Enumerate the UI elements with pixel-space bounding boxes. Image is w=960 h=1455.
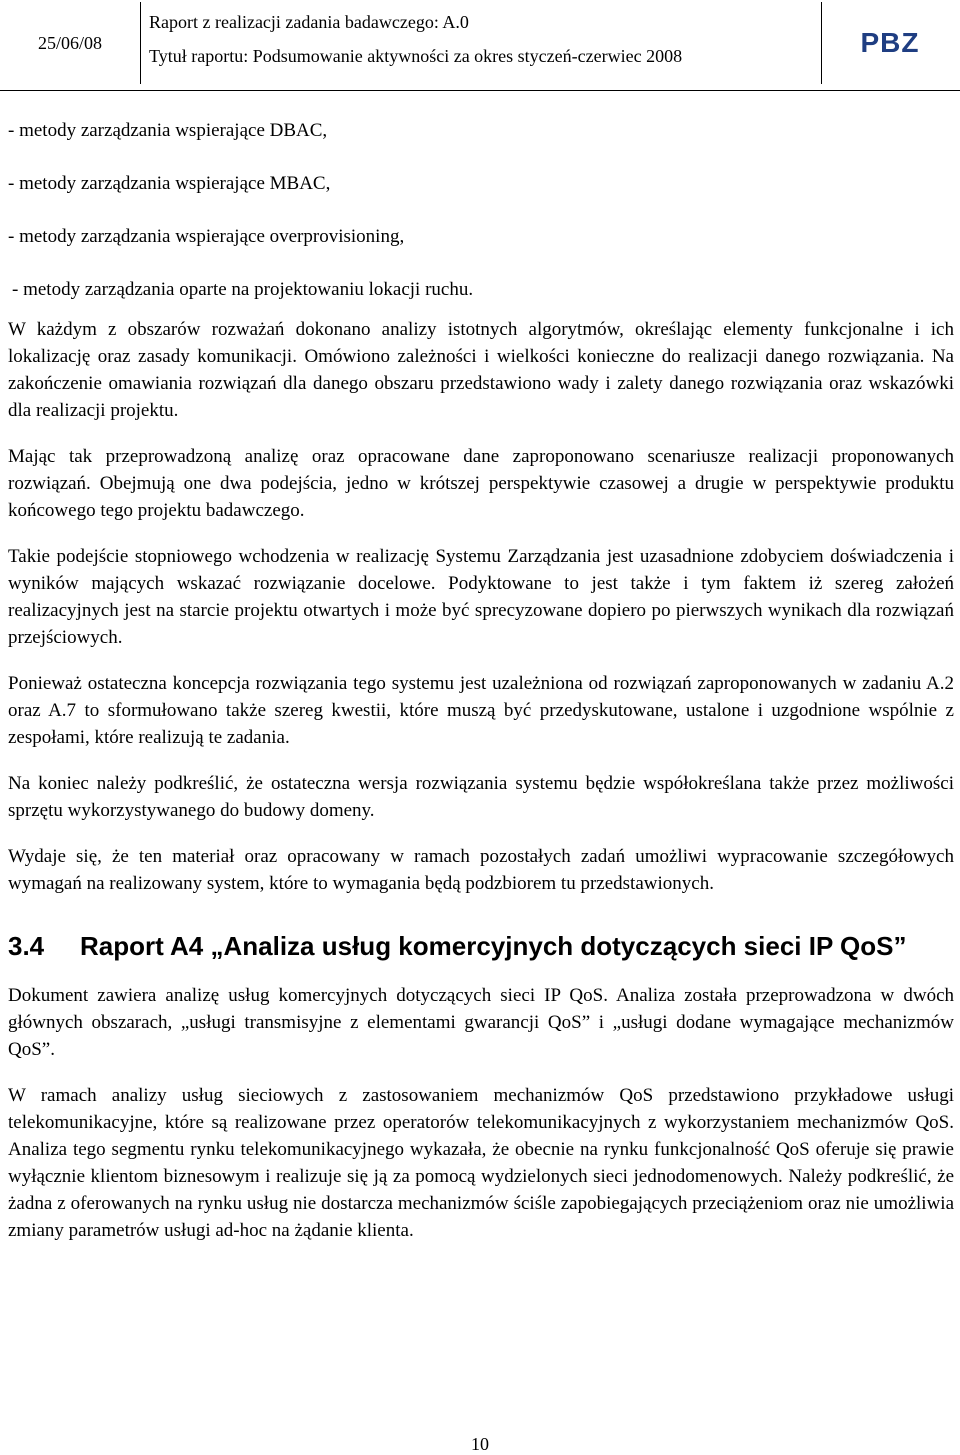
paragraph: Ponieważ ostateczna koncepcja rozwiązania tego systemu jest uzależniona od rozwiązań zaproponowanych w zadaniu A.2 oraz A.7 to sformułowano także szereg kwestii, które muszą być przedyskutowane, ustalone i uzgodnione wspólnie z zespołami, które realizują te zadania.: [8, 673, 954, 748]
paragraph: Takie podejście stopniowego wchodzenia w realizację Systemu Zarządzania jest uzasadnione zdobyciem doświadczenia i wyników mających wskazać rozwiązanie docelowe. Podyktowane to jest także i tym faktem iż szereg założeń realizacyjnych jest na starcie projektu otwartych i może być sprecyzowane dopiero po pierwszych wynikach dla rozwiązań przejściowych.: [8, 546, 954, 648]
page-number: 10: [471, 1434, 489, 1454]
list-item: - metody zarządzania wspierające DBAC,: [8, 120, 328, 141]
paragraph: Mając tak przeprowadzoną analizę oraz opracowane dane zaproponowano scenariusze realizacji proponowanych rozwiązań. Obejmują one dwa podejścia, jedno w krótszej perspektywie czasowej a drugie w perspektywie produktu końcowego tego projektu badawczego.: [8, 446, 954, 521]
section-heading: [8, 929, 954, 963]
page-header: [0, 0, 960, 90]
list-item: - metody zarządzania wspierające overprovisioning,: [8, 226, 405, 247]
header-titles: [140, 2, 822, 84]
section-number: 3.4: [8, 931, 45, 961]
pbz-logo: PBZ: [860, 27, 920, 58]
paragraph: Wydaje się, że ten materiał oraz opracowany w ramach pozostałych zadań umożliwi wypracowanie szczegółowych wymagań na realizowany system, które to wymagania będą podzbiorem tu przedstawionych.: [8, 846, 954, 894]
header-title-line: Tytuł raportu: Podsumowanie aktywności za okres styczeń-czerwiec 2008: [149, 46, 683, 66]
section-title: Raport A4 „Analiza usług komercyjnych dotyczących sieci IP QoS”: [80, 931, 907, 961]
header-report-line: Raport z realizacji zadania badawczego: A.0: [149, 12, 469, 32]
list-item: - metody zarządzania wspierające MBAC,: [8, 173, 331, 194]
document-body: [8, 118, 954, 1244]
header-divider: [0, 90, 960, 91]
list-item: - metody zarządzania oparte na projektowaniu lokacji ruchu.: [12, 279, 474, 300]
paragraph: W ramach analizy usług sieciowych z zastosowaniem mechanizmów QoS przedstawiono przykładowe usługi telekomunikacyjne, które są realizowane przez operatorów telekomunikacyjnych z wykorzystaniem mechanizmów QoS. Analiza tego segmentu rynku telekomunikacyjnego wykazała, że obecnie na rynku funkcjonalność QoS oferuje się prawie wyłącznie klientom biznesowym i realizuje się ją za pomocą wydzielonych sieci jednodomenowych. Należy podkreślić, że żadna z oferowanych na rynku usług nie dostarcza mechanizmów ściśle zapobiegających przeciążeniom oraz nie umożliwia zmiany parametrów usługi ad-hoc na żądanie klienta.: [8, 1085, 954, 1241]
paragraph: W każdym z obszarów rozważań dokonano analizy istotnych algorytmów, określając elementy funkcjonalne i ich lokalizację oraz zasady komunikacji. Omówiono zależności i wielkości konieczne do realizacji danego rozwiązania. Na zakończenie omawiania rozwiązań dla danego obszaru przedstawiono wady i zalety danego rozwiązania oraz wskazówki dla realizacji projektu.: [8, 319, 954, 421]
header-date: 25/06/08: [37, 32, 102, 53]
paragraph: Dokument zawiera analizę usług komercyjnych dotyczących sieci IP QoS. Analiza została przeprowadzona w dwóch głównych obszarach, „usługi transmisyjne z elementami gwarancji QoS” i „usługi dodane wymagające mechanizmów QoS”.: [8, 985, 954, 1060]
bullet-list: [8, 118, 954, 303]
paragraph: Na koniec należy podkreślić, że ostateczna wersja rozwiązania systemu będzie współokreślana także przez możliwości sprzętu wykorzystywanego do budowy domeny.: [8, 773, 954, 821]
